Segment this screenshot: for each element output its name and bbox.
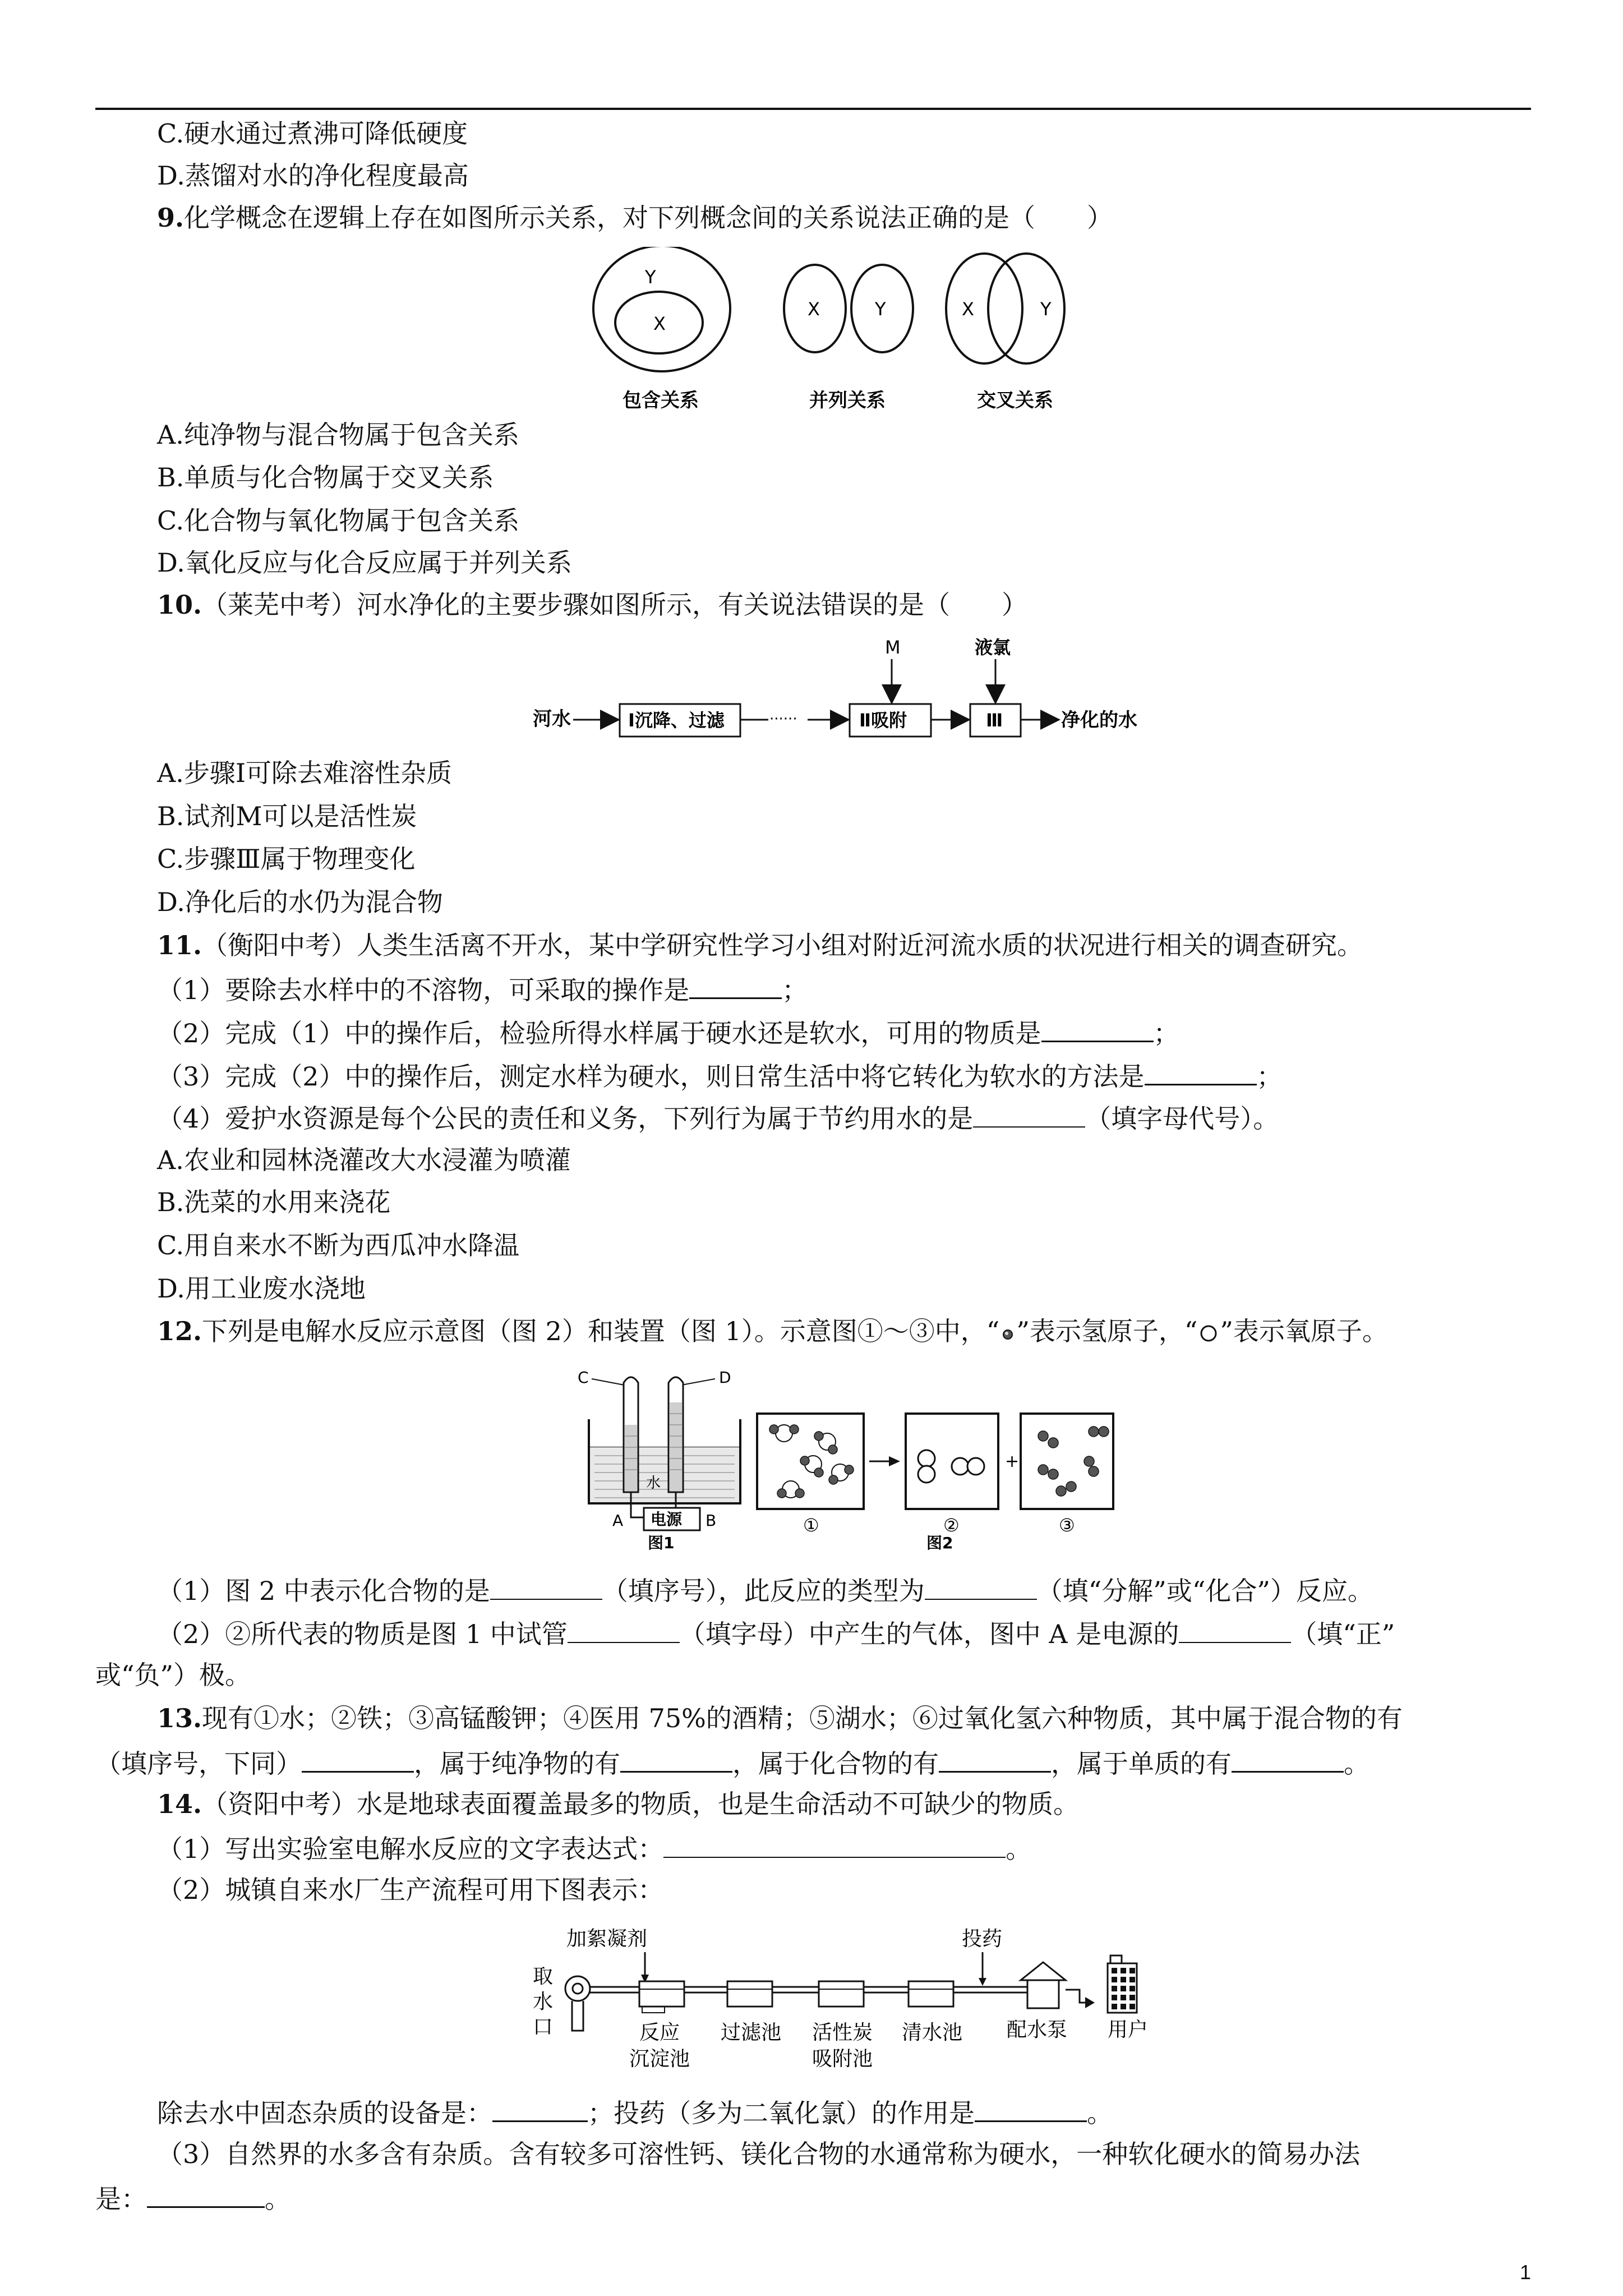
hydrogen-atom-icon [999, 1325, 1016, 1342]
q13-answer-blank-2[interactable] [620, 1749, 732, 1773]
parallel-x-label: X [808, 298, 820, 320]
distribution-pump-label: 配水泵 [1007, 2018, 1068, 2041]
q12-answer-blank-4[interactable] [1179, 1619, 1291, 1643]
q11-part4-text: （4）爱护水资源是每个公民的责任和义务，下列行为属于节约用水的是 [157, 1103, 974, 1134]
intake-label-3: 口 [533, 2016, 554, 2039]
power-supply-label: 电源 [651, 1510, 683, 1529]
q14-part1-text: （1）写出实验室电解水反应的文字表达式： [157, 1834, 664, 1864]
q14-answer-blank-4[interactable] [147, 2184, 265, 2208]
filter-tank-label: 过滤池 [721, 2021, 782, 2044]
q14-stem [157, 1791, 1079, 1817]
water-label: 水 [646, 1475, 661, 1492]
inclusion-figure [593, 247, 730, 371]
river-water-label: 河水 [533, 708, 571, 730]
q9-option-a: A.纯净物与混合物属于包含关系 [157, 420, 519, 450]
carbon-tank-label-1: 活性炭 [812, 2021, 873, 2044]
intersection-y-label: Y [1040, 298, 1052, 320]
q10-option-c: C.步骤Ⅲ属于物理变化 [157, 844, 416, 874]
q13-line2-text: （填序号，下同） [95, 1749, 302, 1779]
figure1-caption: 图1 [648, 1534, 675, 1551]
parallel-caption: 并列关系 [809, 389, 886, 412]
q12-part2-text: （2）②所代表的物质是图 1 中试管 [157, 1619, 568, 1649]
q10-stem [157, 592, 1027, 618]
q12-answer-blank-2[interactable] [925, 1576, 1037, 1600]
q13-answer-blank-3[interactable] [939, 1749, 1051, 1773]
q13-line2 [95, 1749, 1370, 1777]
q11-part1-end: ； [782, 975, 808, 1005]
q12-part2 [157, 1619, 1395, 1647]
q14-line3-text-b: ；投药（多为二氧化氯）的作用是 [588, 2098, 975, 2128]
q12-electrolysis-figure [578, 1358, 1127, 1551]
q12-part1-text: （1）图 2 中表示化合物的是 [157, 1576, 490, 1606]
q12-part1-text-b: （填序号），此反应的类型为 [602, 1576, 925, 1606]
q13-line2-text-c: ，属于化合物的有 [732, 1749, 939, 1779]
box2-number: ② [943, 1515, 960, 1536]
oxygen-atom-icon [1197, 1322, 1220, 1345]
q11-part3-text: （3）完成（2）中的操作后，测定水样为硬水，则日常生活中将它转化为软水的方法是 [157, 1061, 1145, 1092]
inclusion-y-label: Y [645, 266, 656, 288]
intake-icon [565, 1976, 590, 2031]
q12-stem-text-a: 下列是电解水反应示意图（图 2）和装置（图 1）。示意图①～③中，“ [202, 1316, 1000, 1346]
q11-option-d: D.用工业废水浇地 [157, 1273, 366, 1304]
q11-answer-blank-2[interactable] [1041, 1018, 1154, 1042]
intersection-caption: 交叉关系 [977, 389, 1053, 412]
q11-part4 [157, 1103, 1279, 1134]
q11-part4-end: （填字母代号）。 [1085, 1103, 1279, 1134]
q13-line2-text-d: ，属于单质的有 [1051, 1749, 1232, 1779]
q14-line3-text: 除去水中固态杂质的设备是： [157, 2098, 492, 2128]
q13-stem-text: 现有①水；②铁；③高锰酸钾；④医用 75%的酒精；⑤湖水；⑥过氧化氢六种物质，其中属于混合物的有 [202, 1703, 1403, 1733]
building-icon [1108, 1955, 1137, 2013]
q14-part3-continued [95, 2184, 291, 2212]
q11-part2-end: ； [1153, 1018, 1179, 1048]
q13-line2-text-e: 。 [1344, 1749, 1370, 1779]
step3-label: Ⅲ [986, 710, 1003, 731]
plus-sign: + [1005, 1452, 1020, 1471]
q12-part2-continued: 或“负”）极。 [95, 1660, 251, 1690]
q14-part3-text-b: 是： [95, 2184, 147, 2214]
intersection-figure [946, 254, 1064, 364]
pump-house-icon [1021, 1962, 1066, 2008]
q10-option-a: A.步骤Ⅰ可除去难溶性杂质 [157, 758, 453, 788]
step2-label: Ⅱ吸附 [859, 710, 907, 731]
q8-option-d: D.蒸馏对水的净化程度最高 [157, 160, 469, 191]
q10-purification-flow [533, 631, 1178, 749]
q13-answer-blank-4[interactable] [1232, 1749, 1344, 1773]
inclusion-caption: 包含关系 [623, 389, 699, 412]
figure2-caption: 图2 [926, 1534, 953, 1551]
q12-stem [157, 1318, 1388, 1345]
q11-option-b: B.洗菜的水用来浇花 [157, 1187, 391, 1217]
q11-part2 [157, 1018, 1179, 1046]
q14-line3-text-c: 。 [1087, 2098, 1113, 2128]
q14-number: 14. [157, 1789, 202, 1819]
q12-part2-text-b: （填字母）中产生的气体，图中 A 是电源的 [679, 1619, 1179, 1649]
q9-stem-text: 化学概念在逻辑上存在如图所示关系，对下列概念间的关系说法正确的是（ ） [184, 203, 1113, 233]
tube-d-label: D [719, 1368, 731, 1387]
q14-part3-end: 。 [265, 2184, 291, 2214]
q9-number: 9. [157, 203, 185, 233]
parallel-y-label: Y [875, 298, 886, 320]
q9-option-c: C.化合物与氧化物属于包含关系 [157, 505, 520, 536]
intersection-x-label: X [962, 298, 974, 320]
q11-stem-text: （衡阳中考）人类生活离不开水，某中学研究性学习小组对附近河流水质的状况进行相关的调查研究。 [202, 930, 1363, 960]
coagulant-label: 加絮凝剂 [566, 1927, 648, 1950]
q14-answer-blank-1[interactable] [663, 1834, 1006, 1858]
q12-part2-text-c: （填“正” [1291, 1619, 1395, 1649]
q11-stem [157, 932, 1363, 958]
step1-label: Ⅰ沉降、过滤 [628, 710, 725, 731]
q11-part3-end: ； [1256, 1061, 1283, 1092]
q13-answer-blank-1[interactable] [302, 1749, 414, 1773]
q13-number: 13. [157, 1703, 202, 1733]
q14-part2: （2）城镇自来水厂生产流程可用下图表示： [157, 1875, 664, 1905]
parallel-figure [784, 265, 913, 352]
q8-option-c: C.硬水通过煮沸可降低硬度 [157, 118, 468, 149]
flow-dots: ······ [769, 711, 797, 728]
intake-label-1: 取 [533, 1965, 554, 1988]
q10-option-b: B.试剂M可以是活性炭 [157, 801, 417, 831]
q13-stem [157, 1705, 1403, 1731]
q11-part1 [157, 975, 808, 1003]
liquid-chlorine-label: 液氯 [975, 637, 1011, 658]
q11-answer-blank-1[interactable] [689, 975, 782, 999]
tube-c-label: C [578, 1368, 589, 1387]
q14-answer-blank-2[interactable] [492, 2098, 588, 2122]
q10-number: 10. [157, 590, 202, 620]
clear-water-tank-label: 清水池 [902, 2021, 963, 2044]
intake-label-2: 水 [533, 1990, 554, 2013]
q12-answer-blank-3[interactable] [568, 1619, 680, 1643]
q10-stem-text: （莱芜中考）河水净化的主要步骤如图所示，有关说法错误的是（ ） [202, 590, 1028, 620]
q14-waterworks-flow [527, 1918, 1178, 2087]
reaction-tank-label-2: 沉淀池 [629, 2047, 690, 2070]
q14-part3: （3）自然界的水多含有杂质。含有较多可溶性钙、镁化合物的水通常称为硬水，一种软化硬水的简易办法 [157, 2139, 1361, 2169]
page-number: 1 [1520, 2261, 1532, 2284]
q11-option-c: C.用自来水不断为西瓜冲水降温 [157, 1230, 520, 1260]
q11-answer-blank-3[interactable] [1145, 1061, 1257, 1085]
q13-line2-text-b: ，属于纯净物的有 [414, 1749, 620, 1779]
reaction-tank-label-1: 反应 [639, 2021, 680, 2044]
q11-part3 [157, 1061, 1283, 1092]
q12-stem-text-c: ”表示氧原子。 [1220, 1316, 1388, 1346]
q14-line3 [157, 2098, 1113, 2126]
dosing-label: 投药 [962, 1927, 1003, 1950]
q14-part1 [157, 1834, 1031, 1862]
header-rule [95, 108, 1531, 110]
q11-answer-blank-4[interactable] [973, 1104, 1085, 1128]
q12-answer-blank-1[interactable] [490, 1576, 602, 1600]
q9-logic-diagram [589, 247, 1105, 415]
q14-answer-blank-3[interactable] [975, 2098, 1087, 2122]
q14-part1-end: 。 [1006, 1834, 1032, 1864]
q12-part1 [157, 1576, 1373, 1604]
q14-stem-text: （资阳中考）水是地球表面覆盖最多的物质，也是生命活动不可缺少的物质。 [202, 1789, 1080, 1819]
q11-number: 11. [157, 930, 202, 960]
carbon-tank-label-2: 吸附池 [812, 2047, 873, 2070]
q10-option-d: D.净化后的水仍为混合物 [157, 887, 443, 917]
q12-part1-text-c: （填“分解”或“化合”）反应。 [1036, 1576, 1373, 1606]
q9-option-d: D.氧化反应与化合反应属于并列关系 [157, 547, 572, 578]
q11-part2-text: （2）完成（1）中的操作后，检验所得水样属于硬水还是软水，可用的物质是 [157, 1018, 1041, 1048]
q11-part1-text: （1）要除去水样中的不溶物，可采取的操作是 [157, 975, 690, 1005]
inclusion-x-label: X [653, 313, 666, 334]
q9-stem [157, 205, 1113, 231]
user-label: 用户 [1108, 2018, 1149, 2041]
electrode-b-label: B [706, 1511, 717, 1530]
box1-number: ① [803, 1515, 819, 1536]
q9-option-b: B.单质与化合物属于交叉关系 [157, 462, 494, 493]
box3-number: ③ [1059, 1515, 1075, 1536]
q12-stem-text-b: ”表示氢原子，“ [1016, 1316, 1198, 1346]
reagent-m-label: M [885, 637, 901, 658]
purified-water-label: 净化的水 [1061, 709, 1137, 731]
q11-option-a: A.农业和园林浇灌改大水浸灌为喷灌 [157, 1145, 571, 1175]
electrode-a-label: A [612, 1511, 624, 1530]
q12-number: 12. [157, 1316, 202, 1346]
